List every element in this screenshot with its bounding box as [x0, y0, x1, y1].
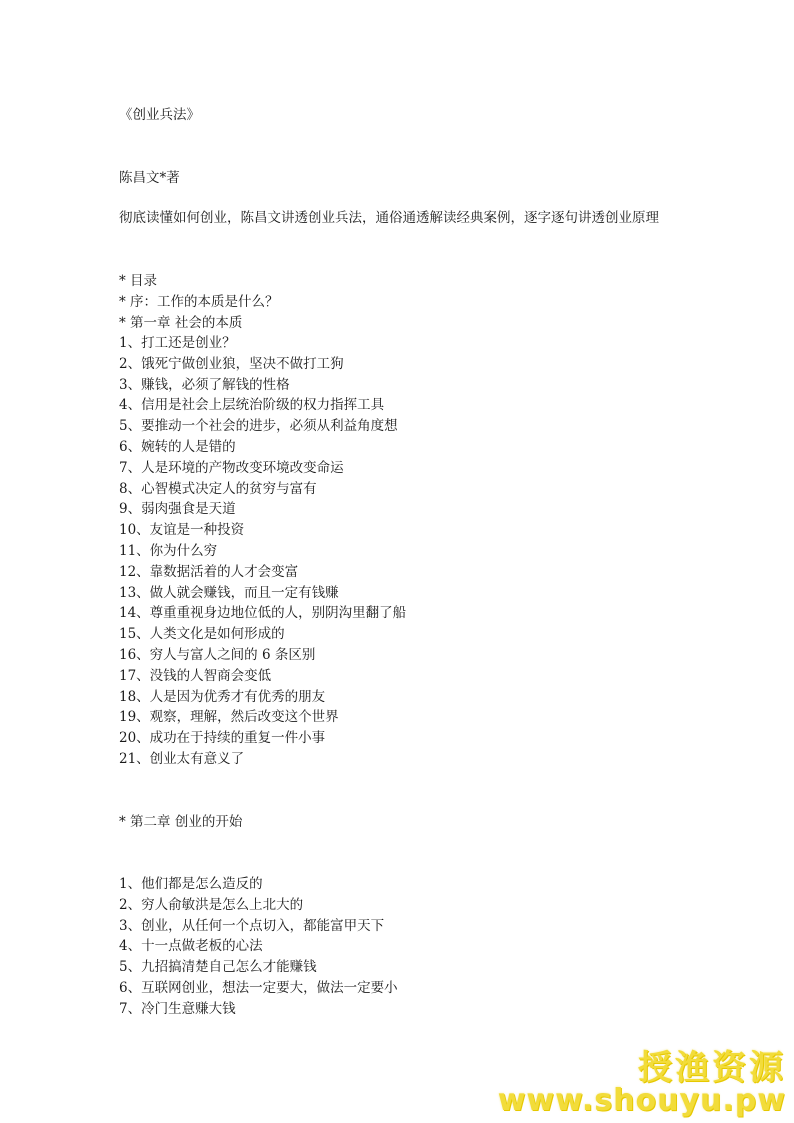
chapter1-heading: * 第一章 社会的本质	[119, 315, 243, 331]
list-item: 12、靠数据活着的人才会变富	[119, 563, 299, 580]
list-item: 11、你为什么穷	[119, 542, 218, 559]
list-item: 1、他们都是怎么造反的	[119, 876, 263, 892]
list-item: 21、创业太有意义了	[119, 750, 245, 767]
list-item: 1、打工还是创业？	[119, 335, 236, 351]
chapter2-heading: * 第二章 创业的开始	[119, 814, 243, 830]
list-item: 4、信用是社会上层统治阶级的权力指挥工具	[119, 397, 385, 414]
list-item: 5、九招搞清楚自己怎么才能赚钱	[119, 959, 317, 976]
chapter2-list	[119, 874, 398, 1020]
list-item: 20、成功在于持续的重复一件小事	[119, 730, 326, 747]
chapter1-list	[119, 333, 406, 770]
list-item: 6、婉转的人是错的	[119, 438, 236, 455]
watermark-chinese: 授渔资源	[638, 1048, 786, 1088]
list-item: 7、人是环境的产物改变环境改变命运	[119, 459, 344, 476]
author-line: 陈昌文*著	[119, 170, 180, 186]
list-item: 10、友谊是一种投资	[119, 522, 245, 539]
list-item: 19、观察，理解，然后改变这个世界	[119, 709, 339, 726]
list-item: 2、饿死宁做创业狼，坚决不做打工狗	[119, 355, 344, 372]
list-item: 16、穷人与富人之间的 6 条区别	[119, 646, 316, 663]
book-title: 《创业兵法》	[119, 107, 200, 123]
list-item: 3、创业，从任何一个点切入，都能富甲天下	[119, 917, 385, 934]
list-item: 14、尊重重视身边地位低的人，别阴沟里翻了船	[119, 605, 407, 622]
list-item: 8、心智模式决定人的贫穷与富有	[119, 480, 317, 497]
list-item: 4、十一点做老板的心法	[119, 938, 263, 955]
list-item: 6、互联网创业，想法一定要大，做法一定要小	[119, 979, 398, 996]
toc-preface: * 序：工作的本质是什么？	[119, 294, 279, 310]
list-item: 13、做人就会赚钱，而且一定有钱赚	[119, 584, 339, 601]
list-item: 17、没钱的人智商会变低	[119, 667, 272, 684]
watermark-url: www.shouyu.pw	[497, 1083, 786, 1118]
list-item: 7、冷门生意赚大钱	[119, 1000, 236, 1017]
list-item: 2、穷人俞敏洪是怎么上北大的	[119, 896, 304, 913]
toc-heading: * 目录	[119, 273, 158, 289]
list-item: 3、赚钱，必须了解钱的性格	[119, 376, 290, 393]
list-item: 5、要推动一个社会的进步，必须从利益角度想	[119, 418, 398, 435]
intro-paragraph: 彻底读懂如何创业，陈昌文讲透创业兵法，通俗通透解读经典案例，逐字逐句讲透创业原理	[119, 210, 659, 226]
list-item: 15、人类文化是如何形成的	[119, 626, 285, 643]
list-item: 9、弱肉强食是天道	[119, 501, 236, 518]
list-item: 18、人是因为优秀才有优秀的朋友	[119, 688, 326, 705]
